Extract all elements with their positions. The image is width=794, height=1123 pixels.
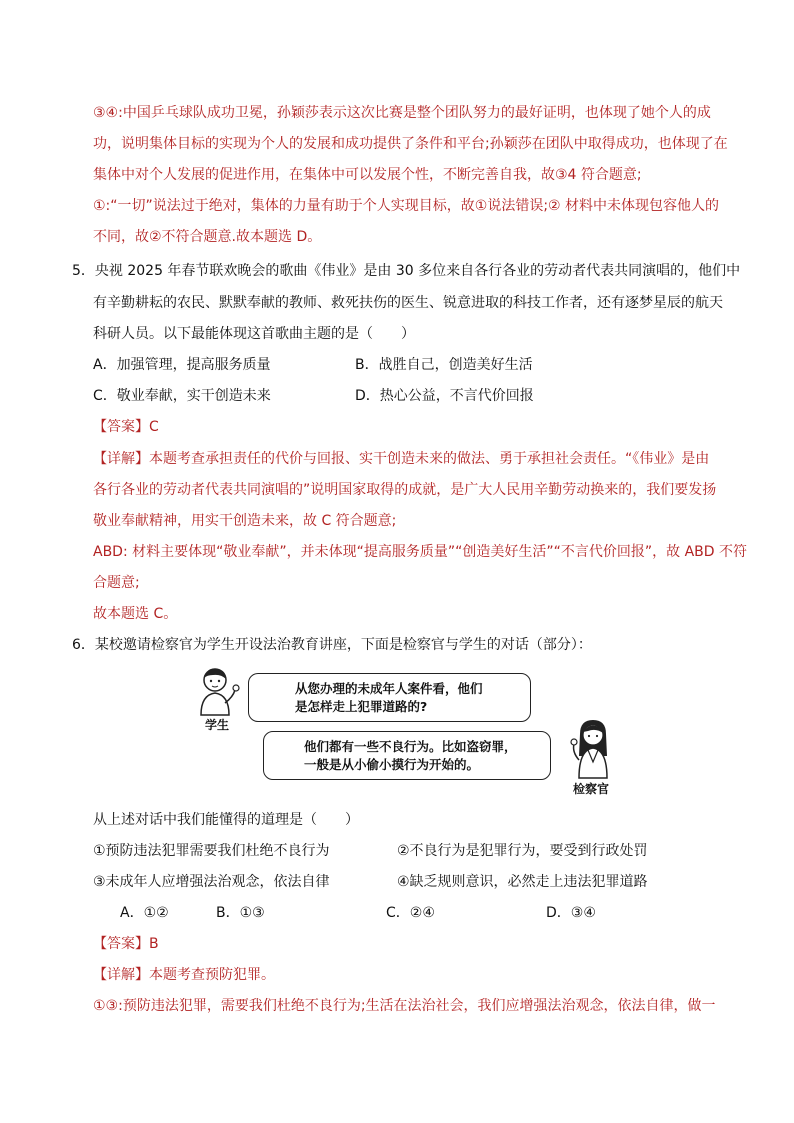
q5-detail-line-3: 敬业奉献精神，用实干创造未来，故 C 符合题意; [93,513,397,529]
prosecutor-figure [568,718,618,780]
q5-option-a: A．加强管理，提高服务质量 [93,357,271,373]
q5-option-b: B．战胜自己，创造美好生活 [355,357,533,373]
q5-detail-line-6: 故本题选 C。 [93,606,178,622]
q5-stem-line-1: 5．央视 2025 年春节联欢晚会的歌曲《伟业》是由 30 多位来自各行各业的劳动者代表共同演唱的，他们中 [72,263,741,279]
prosecutor-speech-bubble [263,731,551,780]
student-label: 学生 [205,718,230,732]
prosecutor-speech-line-1: 他们都有一些不良行为。比如盗窃罪， [304,739,517,754]
q5-detail-line-5: 合题意; [93,575,140,591]
q5-answer: 【答案】C [93,419,159,435]
q5-detail-line-4: ABD: 材料主要体现“敬业奉献”，并未体现“提高服务质量”“创造美好生活”“不言代价回报”，故 ABD 不符 [93,544,748,560]
student-speech-line-2: 是怎样走上犯罪道路的? [295,699,428,714]
q6-option-a: A．①② [120,905,169,921]
q6-detail-line-2: ①③:预防违法犯罪，需要我们杜绝不良行为;生活在法治社会，我们应增强法治观念，依法自律，做一 [93,998,716,1014]
analysis-line-2: 功，说明集体目标的实现为个人的发展和成功提供了条件和平台;孙颖莎在团队中取得成功，也体现了在 [93,136,728,152]
q6-statement-2: ②不良行为是犯罪行为，要受到行政处罚 [397,843,648,859]
q6-detail-line-1: 【详解】本题考查预防犯罪。 [93,967,275,983]
q6-statement-3: ③未成年人应增强法治观念，依法自律 [93,874,330,890]
analysis-line-4: ①:“一切”说法过于绝对，集体的力量有助于个人实现目标，故①说法错误;② 材料中未体现包容他人的 [93,198,720,214]
analysis-line-5: 不同，故②不符合题意.故本题选 D。 [93,229,322,245]
q5-detail-line-2: 各行各业的劳动者代表共同演唱的”说明国家取得的成就，是广大人民用辛勤劳动换来的，我们要发扬 [93,482,717,498]
prosecutor-label: 检察官 [573,782,610,796]
q5-stem-line-3: 科研人员。以下最能体现这首歌曲主题的是（ ） [93,326,415,342]
analysis-line-1: ③④:中国乒乓球队成功卫冕，孙颖莎表示这次比赛是整个团队努力的最好证明，也体现了她个人的成 [93,105,711,121]
q6-statement-4: ④缺乏规则意识，必然走上违法犯罪道路 [397,874,648,890]
q5-option-c: C．敬业奉献，实干创造未来 [93,388,271,404]
q5-option-d: D．热心公益，不言代价回报 [355,388,534,404]
q6-stem: 6．某校邀请检察官为学生开设法治教育讲座，下面是检察官与学生的对话（部分）： [72,637,592,653]
q5-detail-line-1: 【详解】本题考查承担责任的代价与回报、实干创造未来的做法、勇于承担社会责任。“《伟业》是由 [93,451,710,467]
q6-option-c: C．②④ [386,905,435,921]
analysis-line-3: 集体中对个人发展的促进作用，在集体中可以发展个性，不断完善自我，故③4 符合题意; [93,167,642,183]
q6-question: 从上述对话中我们能懂得的道理是（ ） [93,812,359,828]
student-speech-bubble [248,673,531,722]
student-figure [195,665,245,720]
q6-answer: 【答案】B [93,936,159,952]
q6-statement-1: ①预防违法犯罪需要我们杜绝不良行为 [93,843,330,859]
q6-option-b: B．①③ [216,905,265,921]
q5-stem-line-2: 有辛勤耕耘的农民、默默奉献的教师、救死扶伤的医生、锐意进取的科技工作者，还有逐梦星辰的航天 [93,295,723,311]
student-speech-line-1: 从您办理的未成年人案件看，他们 [295,681,483,696]
prosecutor-speech-line-2: 一般是从小偷小摸行为开始的。 [304,757,480,772]
q6-option-d: D．③④ [546,905,596,921]
